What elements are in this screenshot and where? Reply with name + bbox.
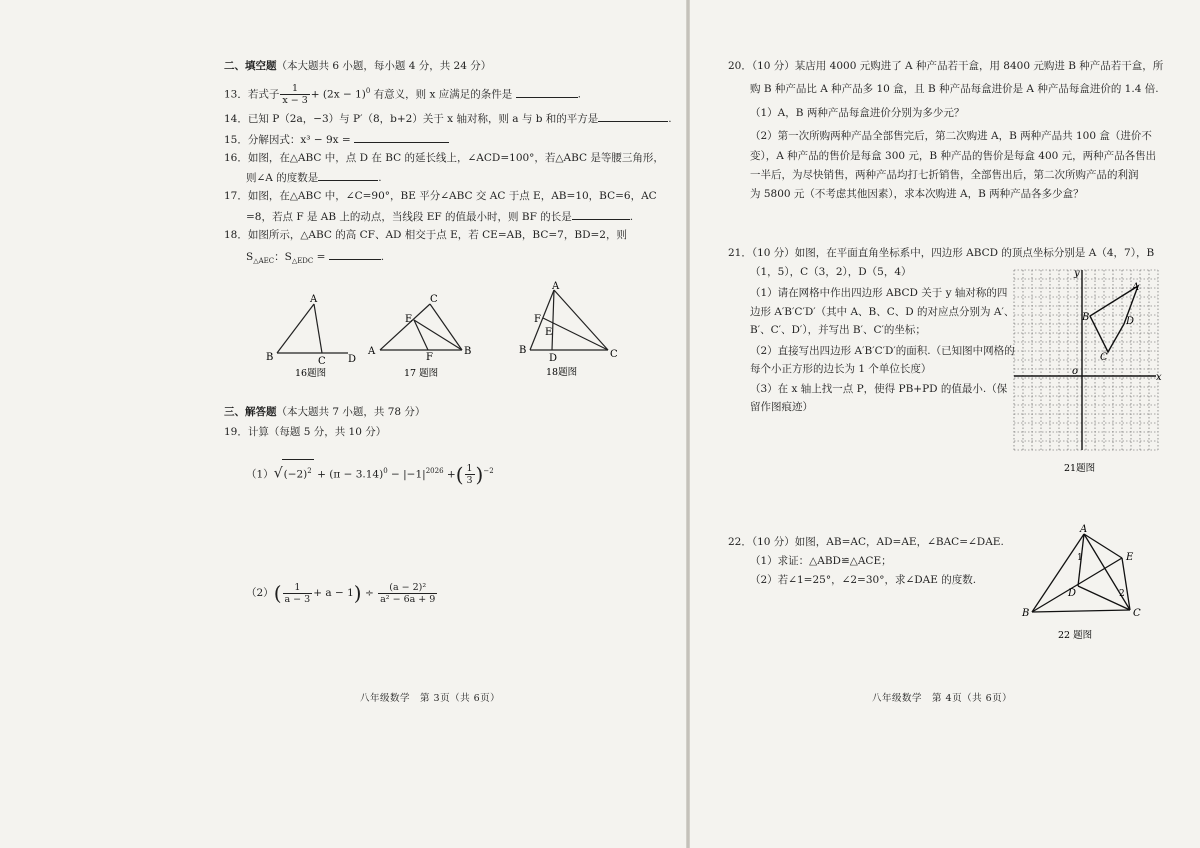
q20-sub2-text-4: 为 5800 元（不考虑其他因素），求本次购进 A，B 两种产品各多少盒？	[750, 188, 1084, 200]
q17-text-2: =8，若点 F 是 AB 上的动点，当线段 EF 的值最小时，则 BF 的长是	[246, 211, 572, 223]
q18-s1: S	[246, 251, 254, 263]
fig21-label-x: x	[1156, 372, 1162, 383]
q18-colon: ：	[274, 251, 285, 263]
fig18-altitude-ad	[552, 290, 554, 350]
q19-1-a: (−2)	[283, 468, 308, 481]
q16-text-1: 16．如图，在△ABC 中，点 D 在 BC 的延长线上，∠ACD=100°，若△ABC 是等腰三角形，	[224, 152, 664, 164]
q21-sub3-text-1: （3）在 x 轴上找一点 P，使得 PB+PD 的值最小.（保	[750, 383, 1008, 395]
fig21-label-c: C	[1100, 352, 1108, 363]
question-16-line2: 则∠A 的度数是 .	[246, 169, 382, 185]
question-21-line2	[750, 265, 912, 279]
q21-sub1-text-2: 边形 A′B′C′D′（其中 A、B、C、D 的对应点分别为 A′、	[750, 306, 1015, 318]
q19-2-frac1-den: a − 3	[284, 593, 311, 605]
q21-text-1: 21．（10 分）如图，在平面直角坐标系中，四边形 ABCD 的顶点坐标分别是 A（4，7），B	[728, 247, 1155, 259]
question-20-line2	[750, 82, 1159, 96]
fig22-label-a: A	[1080, 524, 1088, 535]
q17-answer-blank[interactable]	[572, 208, 630, 220]
question-21-sub3-line1	[750, 382, 1007, 396]
q21-sub1-text-3: B′、C′、D′），并写出 B′、C′的坐标；	[750, 324, 926, 336]
question-17-line2: =8，若点 F 是 AB 上的动点，当线段 EF 的值最小时，则 BF 的长是 .	[246, 208, 633, 224]
question-21-sub2-line1	[750, 344, 1015, 358]
question-20-sub2-line4	[750, 187, 1084, 201]
fig17-side-ac	[380, 304, 430, 350]
fig21-label-y: y	[1074, 268, 1080, 279]
q13-exp: 0	[365, 87, 371, 95]
q20-sub2-text-2: 变），A 种产品的售价是每盒 300 元，B 种产品的售价是每盒 400 元，两种产品各售出	[750, 150, 1157, 162]
q19-1-d: +	[446, 468, 456, 481]
question-19-2: （2）( $\frac{1}{a - 3}$ + a − 1) ÷ $\frac{\text{(a − 2)²}}{\text{a² − 6a + 9}}$	[246, 581, 436, 605]
fig22-side-ab	[1032, 534, 1084, 612]
fig22-side-ae	[1084, 534, 1122, 558]
q19-1-d-exp: −2	[483, 467, 494, 475]
fig22-caption: 22 题图	[1058, 630, 1093, 641]
fig18-label-d: D	[549, 353, 558, 364]
q20-sub2-text-1: （2）第一次所购两种产品全部售完后，第二次购进 A，B 两种产品共 100 盒（进价不	[750, 130, 1152, 142]
q19-2-mid: + a − 1	[313, 587, 354, 599]
q19-1-c: − |−1|	[391, 468, 426, 481]
fig21-label-o: o	[1072, 366, 1079, 377]
q19-1-sqrt: $(-2)^2$	[282, 459, 314, 486]
q20-sub2-text-3: 一半后，为尽快销售，两种产品均打七折销售，全部售出后，第二次所购产品的利润	[750, 169, 1139, 181]
fig17-label-a: A	[368, 346, 376, 357]
fill-section-note: （本大题共 6 小题，每小题 4 分，共 24 分）	[276, 60, 492, 72]
fig18-label-b: B	[519, 345, 527, 356]
q19-2-frac2-den: a² − 6a + 9	[380, 593, 436, 605]
question-13: 13．若式子 $\frac{1}{x - 3}$ + $(2x - 1)^0$ 有意义，则 x 应满足的条件是 .	[224, 83, 581, 106]
q13-frac-den: x − 3	[282, 95, 308, 106]
question-22-line1	[728, 535, 1004, 549]
q17-text-1: 17．如图，在△ABC 中，∠C=90°，BE 平分∠ABC 交 AC 于点 E，AB=10，BC=6，AC	[224, 190, 657, 202]
q13-frac-num: 1	[280, 83, 309, 95]
fig22-angle-2: 2	[1119, 589, 1125, 599]
q18-answer-blank[interactable]	[329, 248, 381, 260]
question-19-1: $(1)√(-2)^2 + (\pi - 3.14)^0 - |-1|^{2026}$ +( $\frac{1}{3}$ )$^{-2}$	[246, 459, 494, 486]
q18-s2-sub: △EDC	[291, 257, 314, 266]
fig17-label-c: C	[430, 294, 438, 305]
fig17-side-cb	[430, 304, 462, 350]
q18-s1-sub: △AEC	[253, 257, 275, 266]
fig21-label-d: D	[1126, 316, 1135, 327]
question-18-line2: $S_{\triangle AEC}$：$S_{\triangle EDC}$ = .	[246, 248, 384, 268]
fig18-side-ac	[554, 290, 608, 350]
q19-1-b: + (π − 3.14)	[317, 468, 384, 481]
fig22-label-c: C	[1133, 608, 1141, 619]
fig22-label-e: E	[1126, 552, 1134, 563]
fig18-label-a: A	[552, 281, 560, 292]
q16-answer-blank[interactable]	[318, 169, 378, 181]
q19-1-c-exp: 2026	[425, 467, 444, 475]
fig16-side-ac	[314, 304, 322, 353]
figure-16	[262, 290, 362, 380]
q21-text-2: （1，5），C（3，2），D（5，4）	[750, 266, 912, 278]
q20-text-2: 购 B 种产品比 A 种产品多 10 盒，且 B 种产品每盒进价是 A 种产品每盒进价的 1.4 倍.	[750, 83, 1159, 95]
q22-sub2-text: （2）若∠1=25°，∠2=30°，求∠DAE 的度数.	[750, 574, 977, 586]
solve-section-note: （本大题共 7 小题，共 78 分）	[276, 406, 426, 418]
q21-sub3-text-2: 留作图痕迹）	[750, 401, 813, 413]
fig17-label-f: F	[426, 352, 433, 363]
q20-text-1: 20．（10 分）某店用 4000 元购进了 A 种产品若干盒，用 8400 元购进 B 种产品若干盒，所	[728, 60, 1164, 72]
fig18-label-c: C	[610, 349, 618, 360]
question-21-sub3-line2	[750, 400, 813, 414]
solve-section-header	[224, 405, 425, 419]
question-21-sub2-line2	[750, 362, 931, 376]
q19-2-div: ÷	[364, 587, 374, 599]
figure-17	[366, 292, 478, 380]
fig17-label-b: B	[464, 346, 472, 357]
fig16-side-ab	[277, 304, 314, 353]
question-14: 14．已知 P（2a，−3）与 P′（8，b+2）关于 x 轴对称，则 a 与 b 和的平方是 .	[224, 110, 672, 126]
question-18-line1	[224, 228, 627, 242]
q13-expr: + (2x − 1)	[310, 88, 366, 101]
question-16-line1	[224, 151, 664, 165]
q21-sub2-text-2: 每个小正方形的边长为 1 个单位长度）	[750, 363, 932, 375]
figure-18	[512, 280, 624, 380]
question-19	[224, 425, 386, 439]
q18-s2: S	[284, 251, 292, 263]
question-15	[224, 131, 449, 147]
fig16-label-c: C	[318, 356, 326, 367]
fig17-label-e: E	[405, 314, 413, 325]
fig21-label-b: B	[1082, 312, 1090, 323]
q16-text-2: 则∠A 的度数是	[246, 172, 319, 184]
right-page-footer: 八年级数学 第 4页（共 6页）	[872, 693, 1013, 704]
fig16-caption: 16题图	[295, 368, 327, 379]
question-17-line1	[224, 189, 657, 203]
solve-section-title: 三、解答题	[224, 406, 277, 418]
fig21-caption: 21题图	[1064, 463, 1096, 474]
q19-2-frac2	[378, 582, 437, 605]
q18-text-1: 18．如图所示，△ABC 的高 CF、AD 相交于点 E，若 CE=AB，BC=7，BD=2，则	[224, 229, 627, 241]
fill-section-header	[224, 59, 491, 73]
q19-2-frac2-num: (a − 2)²	[378, 582, 437, 594]
fig17-caption: 17 题图	[404, 368, 439, 379]
fig22-side-bc	[1032, 610, 1130, 612]
q14-answer-blank[interactable]	[598, 110, 668, 122]
question-21-sub1-line1	[750, 286, 1007, 300]
question-20-sub2-line1	[750, 129, 1152, 143]
question-20-sub2-line3	[750, 168, 1139, 182]
question-20-sub1	[750, 106, 964, 120]
q20-sub1-text: （1）A，B 两种产品每盒进价分别为多少元？	[750, 107, 965, 119]
q13-suffix: 有意义，则 x 应满足的条件是	[373, 88, 513, 101]
question-21-line1	[728, 246, 1154, 260]
question-22-sub1	[750, 554, 892, 568]
fig18-label-f: F	[534, 314, 541, 325]
q21-sub2-text-1: （2）直接写出四边形 A′B′C′D′的面积.（已知图中网格的	[750, 345, 1015, 357]
fig18-label-e: E	[545, 327, 553, 338]
question-22-sub2	[750, 573, 976, 587]
left-page-footer: 八年级数学 第 3页（共 6页）	[360, 693, 501, 704]
q14-text: 14．已知 P（2a，−3）与 P′（8，b+2）关于 x 轴对称，则 a 与 b 和的平方是	[224, 113, 599, 125]
figure-21	[1012, 268, 1162, 482]
fig22-angle-1: 1	[1077, 553, 1083, 563]
question-20-sub2-line2	[750, 149, 1156, 163]
q22-text-1: 22．（10 分）如图，AB=AC，AD=AE，∠BAC=∠DAE.	[728, 536, 1004, 548]
q19-text: 19．计算（每题 5 分，共 10 分）	[224, 426, 387, 438]
q21-sub1-text-1: （1）请在网格中作出四边形 ABCD 关于 y 轴对称的四	[750, 287, 1008, 299]
q13-fraction	[280, 83, 309, 106]
figure-22	[1020, 522, 1150, 646]
fig21-grid	[1014, 270, 1158, 450]
q19-1-label: （1）	[246, 468, 274, 481]
q19-2-label: （2）	[246, 587, 274, 599]
q13-prefix: 13．若式子	[224, 88, 280, 101]
question-20-line1	[728, 59, 1163, 73]
fig21-label-a: A	[1132, 282, 1140, 293]
right-page	[690, 0, 1200, 848]
q18-eq: =	[316, 251, 326, 263]
fig16-label-d: D	[348, 354, 357, 365]
fig16-label-a: A	[310, 294, 318, 305]
fig16-label-b: B	[266, 352, 274, 363]
q15-answer-blank[interactable]	[354, 131, 449, 143]
question-21-sub1-line2	[750, 305, 1014, 319]
q19-2-frac1: $\frac{1}{a - 3}$	[284, 581, 311, 605]
fig22-label-d: D	[1068, 588, 1077, 599]
fig22-label-b: B	[1022, 608, 1030, 619]
fig18-caption: 18题图	[546, 367, 578, 378]
q22-sub1-text: （1）求证：△ABD≌△ACE；	[750, 555, 892, 567]
q15-text: 15．分解因式：x³ − 9x =	[224, 134, 351, 146]
q13-answer-blank[interactable]	[516, 86, 578, 98]
fig22-side-be	[1032, 558, 1122, 612]
question-21-sub1-line3	[750, 323, 926, 337]
fill-section-title: 二、填空题	[224, 60, 277, 72]
